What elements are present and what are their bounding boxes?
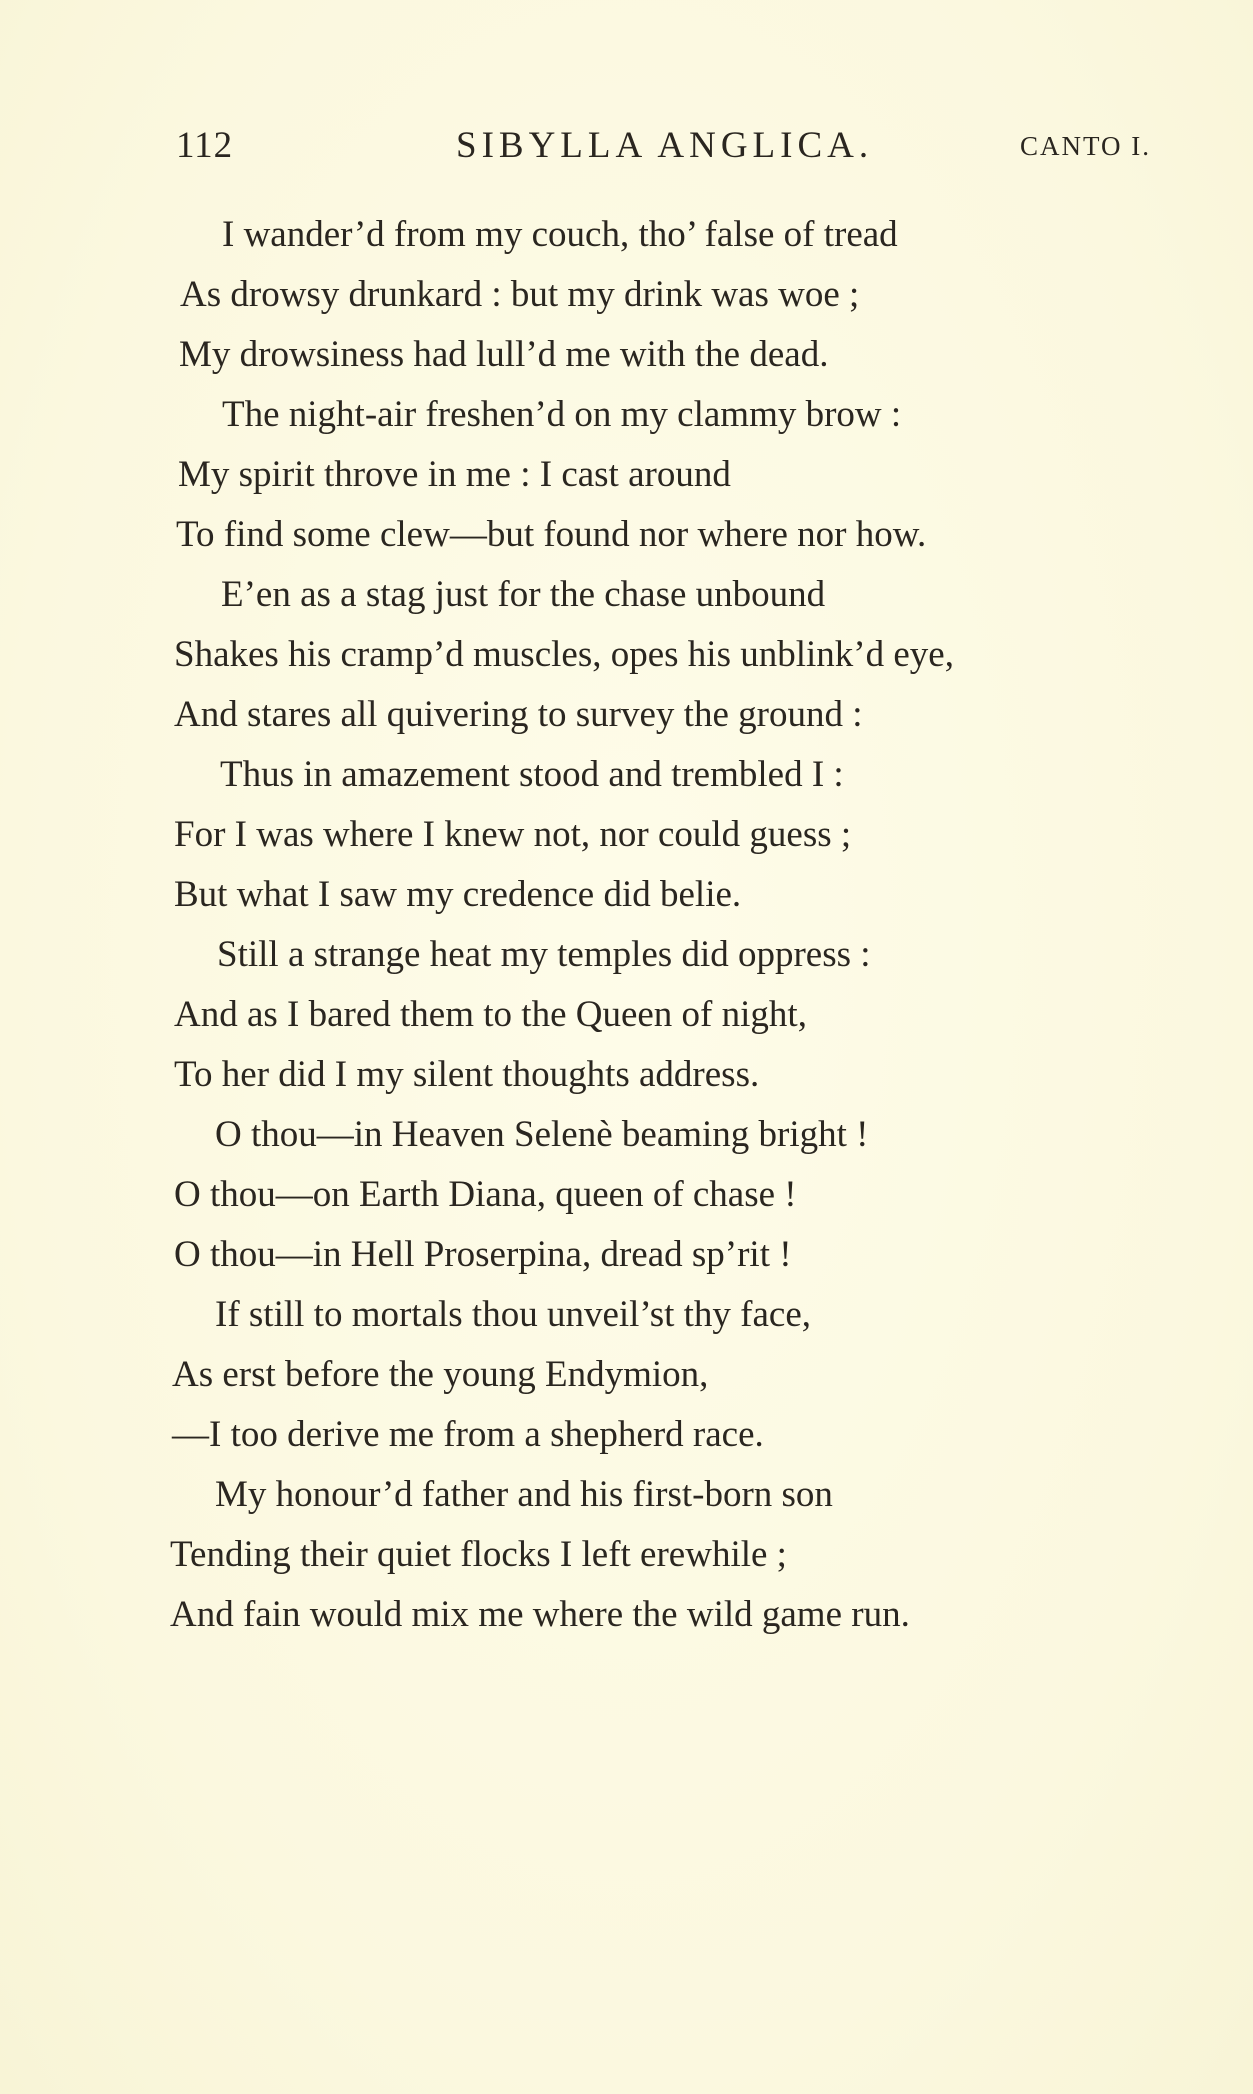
- poem-line: E’en as a stag just for the chase unbound: [221, 574, 826, 615]
- poem-line: And fain would mix me where the wild game run.: [170, 1594, 910, 1635]
- poem-line: To find some clew—but found nor where nor how.: [176, 514, 927, 555]
- poem-line: The night-air freshen’d on my clammy brow :: [222, 394, 902, 435]
- poem-line: O thou—in Hell Proserpina, dread sp’rit !: [174, 1234, 792, 1275]
- poem-line: Shakes his cramp’d muscles, opes his unblink’d eye,: [174, 634, 954, 675]
- poem-line: —I too derive me from a shepherd race.: [172, 1414, 764, 1455]
- poem-line: Tending their quiet flocks I left erewhile ;: [170, 1534, 787, 1575]
- poem-line: And stares all quivering to survey the ground :: [174, 694, 863, 735]
- poem-line: I wander’d from my couch, tho’ false of tread: [222, 214, 898, 255]
- poem-line: My honour’d father and his first-born son: [215, 1474, 833, 1515]
- poem-line: If still to mortals thou unveil’st thy face,: [215, 1294, 812, 1335]
- poem-line: But what I saw my credence did belie.: [174, 874, 742, 915]
- running-title: SIBYLLA ANGLICA.: [456, 125, 874, 166]
- poem-line: O thou—in Heaven Selenè beaming bright !: [215, 1114, 869, 1155]
- poem-line: To her did I my silent thoughts address.: [174, 1054, 760, 1095]
- canto-label: CANTO I.: [1020, 131, 1152, 161]
- poem-line: For I was where I knew not, nor could guess ;: [174, 814, 852, 855]
- poem-line: And as I bared them to the Queen of night,: [174, 994, 807, 1035]
- poem-line: My spirit throve in me : I cast around: [178, 454, 731, 495]
- poem-line: As erst before the young Endymion,: [172, 1354, 709, 1395]
- poem-line: Thus in amazement stood and trembled I :: [220, 754, 844, 795]
- poem-line: O thou—on Earth Diana, queen of chase !: [174, 1174, 797, 1215]
- page-number: 112: [176, 125, 234, 166]
- poem-line: As drowsy drunkard : but my drink was woe ;: [180, 274, 860, 315]
- poem-line: My drowsiness had lull’d me with the dead.: [179, 334, 829, 375]
- poem-line: Still a strange heat my temples did oppress :: [217, 934, 871, 975]
- page-header: [0, 124, 1253, 174]
